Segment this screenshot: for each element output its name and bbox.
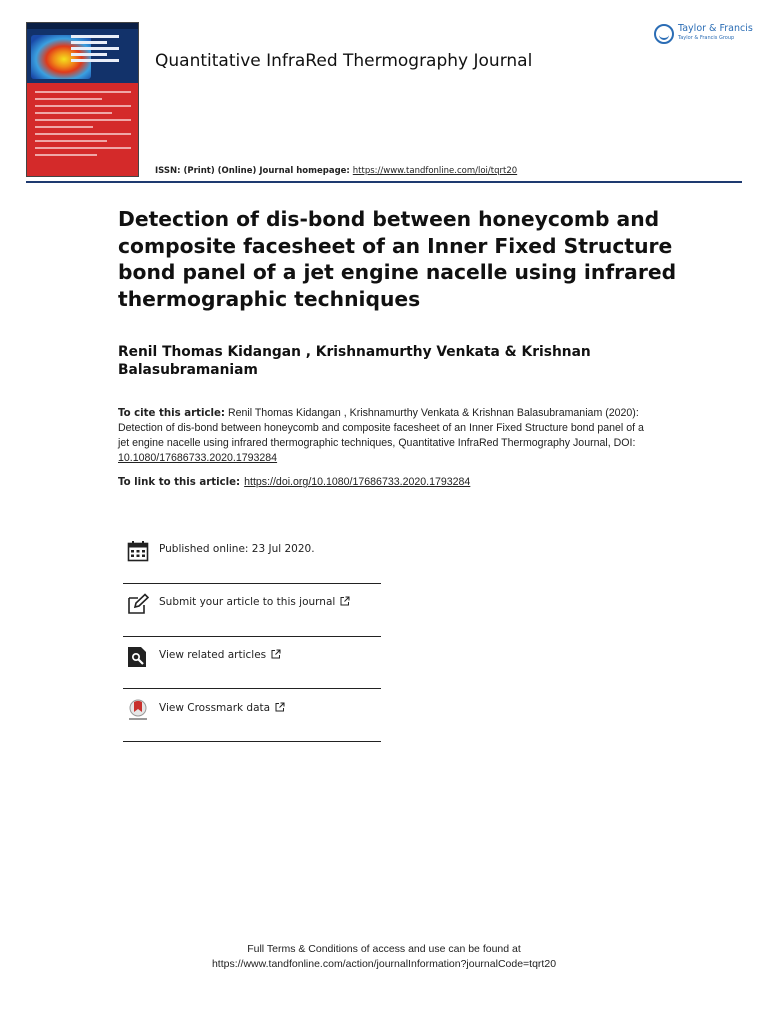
crossmark-link[interactable] xyxy=(123,685,381,737)
article-authors: Renil Thomas Kidangan , Krishnamurthy Venkata & Krishnan Balasubramaniam xyxy=(118,344,591,378)
publisher-name: Taylor & Francis xyxy=(678,23,753,34)
link-label: To link to this article: xyxy=(118,477,241,488)
issn-label: ISSN: (Print) (Online) Journal homepage: xyxy=(155,166,353,176)
article-link-line xyxy=(118,476,678,488)
external-link-icon xyxy=(271,649,281,659)
cite-text: Renil Thomas Kidangan , Krishnamurthy Venkata & Krishnan Balasubramaniam (2020): Detection of dis-bond between honeycomb and composite facesheet of an Inner Fixed Structure bond panel of a jet engine nacelle using infrared thermographic techniques, Quantitative InfraRed Thermography Journal, DOI: xyxy=(118,407,644,449)
crossmark-label: View Crossmark data xyxy=(159,702,271,714)
publisher-subname: Taylor & Francis Group xyxy=(678,35,735,41)
journal-cover-image xyxy=(26,22,139,177)
footer-terms xyxy=(0,942,768,972)
publisher-logo[interactable] xyxy=(654,22,753,48)
article-title: Detection of dis-bond between honeycomb and composite facesheet of an Inner Fixed Structure bond panel of a jet engine nacelle using infrared thermographic techniques xyxy=(118,207,677,311)
footer-terms-link[interactable]: https://www.tandfonline.com/action/journalInformation?journalCode=tqrt20 xyxy=(211,958,557,970)
published-online-label: Published online: 23 Jul 2020. xyxy=(159,543,315,555)
edit-icon xyxy=(127,593,149,615)
taylor-francis-logo-icon xyxy=(654,24,674,44)
journal-homepage-link[interactable]: https://www.tandfonline.com/loi/tqrt20 xyxy=(352,166,518,176)
calendar-icon xyxy=(127,540,149,562)
cite-label: To cite this article: xyxy=(118,408,225,419)
external-link-icon xyxy=(275,702,285,712)
citation-block xyxy=(118,406,658,466)
search-document-icon xyxy=(127,646,149,668)
divider xyxy=(123,741,381,742)
crossmark-icon xyxy=(127,699,149,721)
footer-line-1: Full Terms & Conditions of access and use can be found at xyxy=(247,943,521,955)
article-doi-url[interactable]: https://doi.org/10.1080/17686733.2020.1793284 xyxy=(244,476,471,488)
related-articles-label: View related articles xyxy=(159,649,267,661)
submit-article-label: Submit your article to this journal xyxy=(159,596,336,608)
external-link-icon xyxy=(340,596,350,606)
doi-link[interactable]: 10.1080/17686733.2020.1793284 xyxy=(118,452,278,464)
journal-name: Quantitative InfraRed Thermography Journal xyxy=(155,51,533,71)
published-online-item xyxy=(123,526,381,578)
issn-line xyxy=(155,166,517,176)
header-rule xyxy=(26,181,742,183)
related-articles-link[interactable] xyxy=(123,632,381,684)
submit-article-link[interactable] xyxy=(123,579,381,631)
